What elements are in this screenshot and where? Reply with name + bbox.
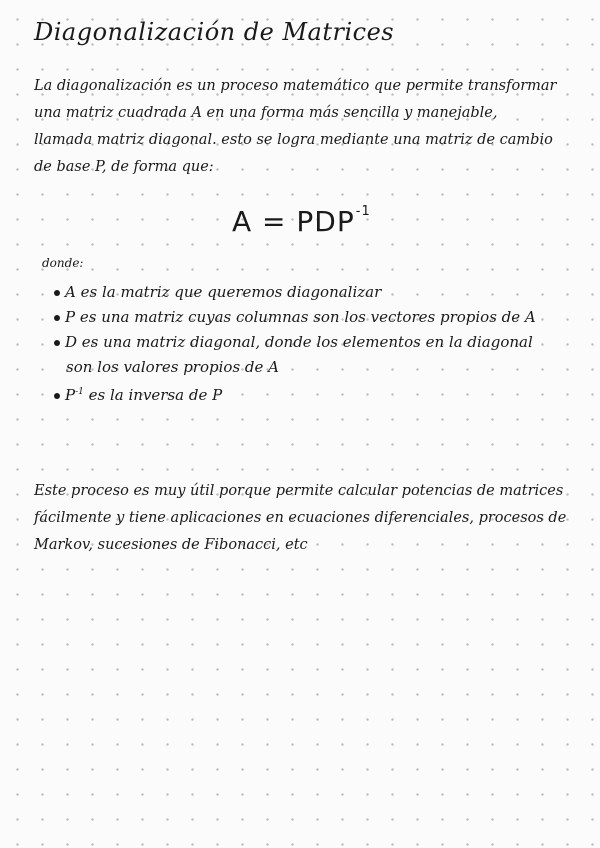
intro-line: una matriz cuadrada A en una forma más sencilla y manejable, [34, 105, 498, 121]
list-item-text: son los valores propios de A [66, 358, 279, 376]
list-item-text: A es la matriz que queremos diagonalizar [65, 283, 382, 301]
intro-line: llamada matriz diagonal. esto se logra mediante una matriz de cambio [34, 132, 553, 148]
intro-paragraph [34, 73, 556, 181]
bullet-dot-icon [54, 290, 60, 296]
inverse-exponent: -1 [75, 387, 84, 397]
conclusion-line: Markov, sucesiones de Fibonacci, etc [34, 537, 308, 553]
list-item [54, 280, 536, 305]
list-item-text: P es una matriz cuyas columnas son los vectores propios de A [65, 308, 536, 326]
intro-line: de base P, de forma que: [34, 159, 214, 175]
intro-line: La diagonalización es un proceso matemático que permite transformar [34, 78, 557, 94]
bullet-dot-icon [54, 340, 60, 346]
conclusion-line: fácilmente y tiene aplicaciones en ecuaciones diferenciales, procesos de [34, 510, 567, 526]
list-item [54, 380, 536, 405]
bullet-dot-icon [54, 315, 60, 321]
bullet-dot-icon [54, 393, 60, 399]
list-item-continuation [54, 355, 536, 380]
list-item-text: es la inversa de P [83, 386, 223, 404]
formula-exponent: -1 [355, 203, 371, 219]
definitions-list [54, 280, 536, 405]
diagonalization-formula [232, 205, 371, 238]
donde-label: donde: [42, 256, 84, 270]
list-item [54, 330, 536, 355]
list-item-text: D es una matriz diagonal, donde los elementos en la diagonal [65, 333, 533, 351]
list-item [54, 305, 536, 330]
conclusion-paragraph [34, 478, 566, 559]
inverse-symbol: P [65, 386, 76, 404]
conclusion-line: Este proceso es muy útil porque permite calcular potencias de matrices [34, 483, 564, 499]
page-title: Diagonalización de Matrices [34, 18, 395, 46]
formula-text: A = PDP [232, 205, 355, 238]
